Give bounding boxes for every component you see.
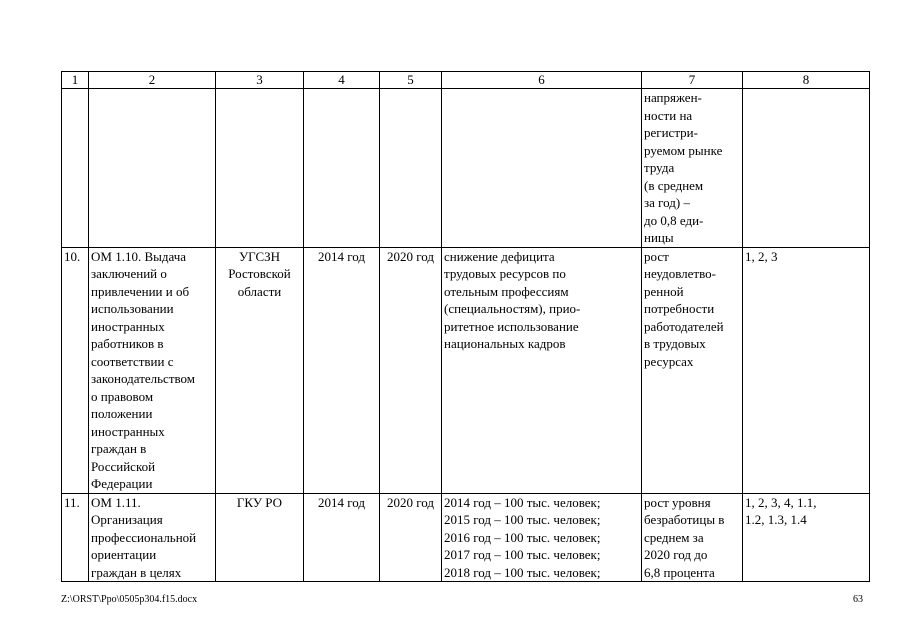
- consequence: рост неудовлетво- ренной потребности работодателей в трудовых ресурсах: [642, 247, 743, 493]
- row-number: 11.: [62, 493, 89, 582]
- measure-name: ОМ 1.11. Организация профессиональной ориентации граждан в целях: [89, 493, 216, 582]
- table-cell: [62, 89, 89, 248]
- header-row: [62, 72, 870, 89]
- end-year: 2020 год: [380, 247, 442, 493]
- indicator-link: 1, 2, 3, 4, 1.1, 1.2, 1.3, 1.4: [743, 493, 870, 582]
- measure-name: ОМ 1.10. Выдача заключений о привлечении и об использовании иностранных работников в соответствии с законодательством о правовом положении иностранных граждан в Российской Федерации: [89, 247, 216, 493]
- consequence-cell: напряжен- ности на регистри- руемом рынке труда (в среднем за год) – до 0,8 еди- ницы: [642, 89, 743, 248]
- table-cell: [380, 89, 442, 248]
- header-cell: 7: [642, 72, 743, 89]
- executor: УГСЗН Ростовской области: [216, 247, 304, 493]
- expected-result: снижение дефицита трудовых ресурсов по отельным профессиям (специальностям), прио- ритетное использование национальных кадров: [442, 247, 642, 493]
- table-cell: [442, 89, 642, 248]
- indicator-link: 1, 2, 3: [743, 247, 870, 493]
- header-cell: 4: [304, 72, 380, 89]
- table-cell: [304, 89, 380, 248]
- table-row-continuation: [62, 89, 870, 248]
- end-year: 2020 год: [380, 493, 442, 582]
- header-cell: 5: [380, 72, 442, 89]
- document-path: Z:\ORST\Ppo\0505p304.f15.docx: [61, 594, 198, 605]
- consequence: рост уровня безработицы в среднем за 2020 год до 6,8 процента: [642, 493, 743, 582]
- start-year: 2014 год: [304, 493, 380, 582]
- executor: ГКУ РО: [216, 493, 304, 582]
- row-number: 10.: [62, 247, 89, 493]
- header-cell: 3: [216, 72, 304, 89]
- table-cell: [89, 89, 216, 248]
- header-cell: 8: [743, 72, 870, 89]
- table-cell: [216, 89, 304, 248]
- header-cell: 6: [442, 72, 642, 89]
- start-year: 2014 год: [304, 247, 380, 493]
- header-cell: 1: [62, 72, 89, 89]
- table-row-10: [62, 247, 870, 493]
- page-number: 63: [853, 594, 863, 605]
- expected-result: 2014 год – 100 тыс. человек; 2015 год – 100 тыс. человек; 2016 год – 100 тыс. человек; 2017 год – 100 тыс. человек; 2018 год – 100 тыс. человек;: [442, 493, 642, 582]
- table-cell: [743, 89, 870, 248]
- table-row-11: [62, 493, 870, 582]
- header-cell: 2: [89, 72, 216, 89]
- measures-table: [61, 71, 870, 582]
